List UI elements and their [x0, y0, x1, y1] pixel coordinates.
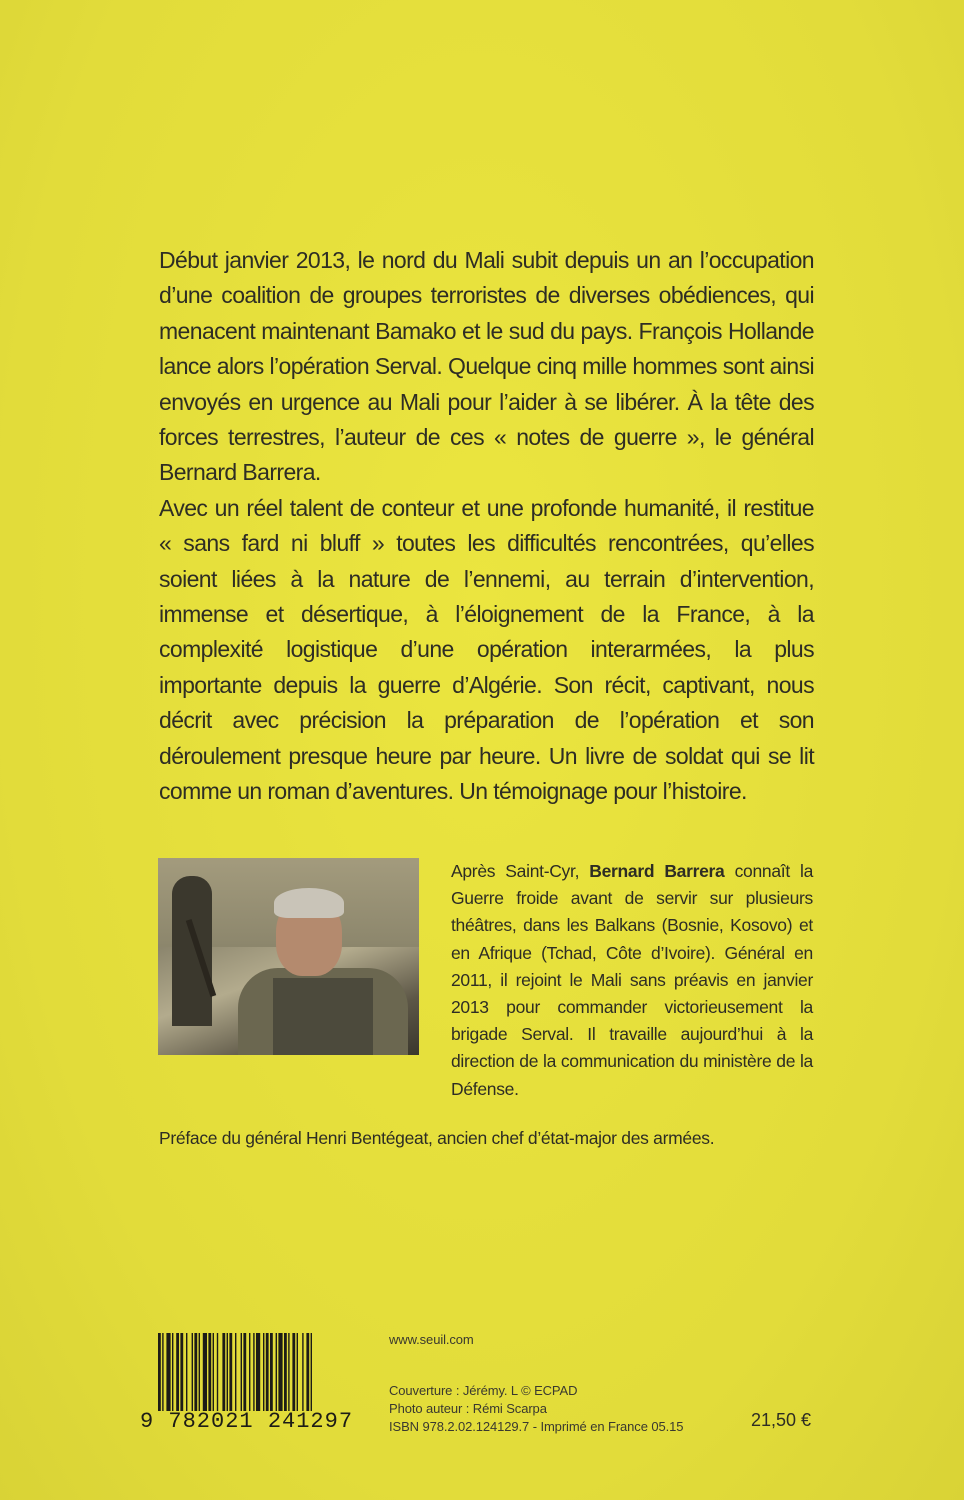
- barcode-bar: [166, 1333, 170, 1411]
- barcode-bar: [297, 1333, 298, 1411]
- barcode-bar: [229, 1333, 232, 1411]
- barcode-bar: [194, 1333, 197, 1411]
- barcode-bar: [288, 1333, 289, 1411]
- barcode-bar: [186, 1333, 187, 1411]
- barcode-bar: [276, 1333, 277, 1411]
- barcode-bar: [249, 1333, 250, 1411]
- price: 21,50 €: [751, 1410, 812, 1430]
- barcode-bar: [306, 1333, 309, 1411]
- cover-credit: Couverture : Jérémy. L © ECPAD: [389, 1383, 578, 1398]
- barcode-bar: [180, 1333, 183, 1411]
- barcode-bar: [284, 1333, 287, 1411]
- bio-text: connaît la Guerre froide avant de servir sur plusieurs théâtres, dans les Balkans (Bosnie, Kosovo) et en Afrique (Tchad, Côte d’Ivoire). Général en 2011, il rejoint le Mali sans préavis en janvier 2013 pour commander victorieusement la brigade Serval. Il travaille aujourd’hui à la direction de la communication du ministère de la Défense.: [451, 861, 814, 1099]
- blurb-paragraph-1: Début janvier 2013, le nord du Mali subit depuis un an l’occupation d’une coalition de groupes terroristes de diverses obédiences, qui menacent maintenant Bamako et le sud du pays. François Hollande lance alors l’opération Serval. Quelque cinq mille hommes sont ainsi envoyés en urgence au Mali pour l’aider à se libérer. À la tête des forces terrestres, l’auteur de ces « notes de guerre », le général Bernard Barrera.: [159, 247, 814, 486]
- barcode-bar: [208, 1333, 211, 1411]
- isbn-line: ISBN 978.2.02.124129.7 - Imprimé en France 05.15: [389, 1419, 684, 1434]
- publisher-website[interactable]: www.seuil.com: [389, 1332, 474, 1347]
- photo-credit: Photo auteur : Rémi Scarpa: [389, 1401, 547, 1416]
- barcode-bar: [192, 1333, 193, 1411]
- barcode-bar: [311, 1333, 312, 1411]
- blurb-paragraph-2: Avec un réel talent de conteur et une profonde humanité, il restitue « sans fard ni bluff » toutes les difficultés rencontrées, qu’elles soient liées à la nature de l’ennemi, au terrain d’intervention, immense et désertique, à l’éloignement de la France, à la complexité logistique d’une opération interarmées, la plus importante depuis la guerre d’Algérie. Son récit, captivant, nous décrit avec précision la préparation de l’opération et son déroulement presque heure par heure. Un livre de soldat qui se lit comme un roman d’aventures. Un témoignage pour l’histoire.: [159, 494, 814, 805]
- barcode-bar: [263, 1333, 264, 1411]
- barcode-bar: [241, 1333, 242, 1411]
- barcode-bar: [199, 1333, 200, 1411]
- preface-note: Préface du général Henri Bentégeat, ancien chef d’état-major des armées.: [159, 1128, 715, 1148]
- barcode-bar: [302, 1333, 303, 1411]
- barcode-bar: [217, 1333, 218, 1411]
- barcode-bar: [243, 1333, 246, 1411]
- blurb: [159, 243, 814, 810]
- barcode-bar: [162, 1333, 163, 1411]
- barcode-bar: [172, 1333, 173, 1411]
- bio-intro: Après Saint-Cyr,: [451, 861, 590, 881]
- barcode-bar: [256, 1333, 260, 1411]
- barcode-number: 9 782021 241297: [140, 1409, 354, 1434]
- barcode-bars: [156, 1333, 366, 1411]
- author-name: Bernard Barrera: [589, 861, 725, 881]
- barcode-bar: [158, 1333, 161, 1411]
- barcode-bar: [176, 1333, 179, 1411]
- barcode-bar: [222, 1333, 225, 1411]
- barcode-bar: [292, 1333, 295, 1411]
- barcode-bar: [227, 1333, 228, 1411]
- barcode-bar: [253, 1333, 254, 1411]
- barcode-bar: [203, 1333, 207, 1411]
- barcode-bar: [213, 1333, 214, 1411]
- barcode-bar: [266, 1333, 269, 1411]
- barcode-bar: [270, 1333, 273, 1411]
- barcode-bar: [235, 1333, 236, 1411]
- barcode-bar: [278, 1333, 282, 1411]
- author-photo: [158, 858, 419, 1055]
- author-bio: [451, 858, 813, 1103]
